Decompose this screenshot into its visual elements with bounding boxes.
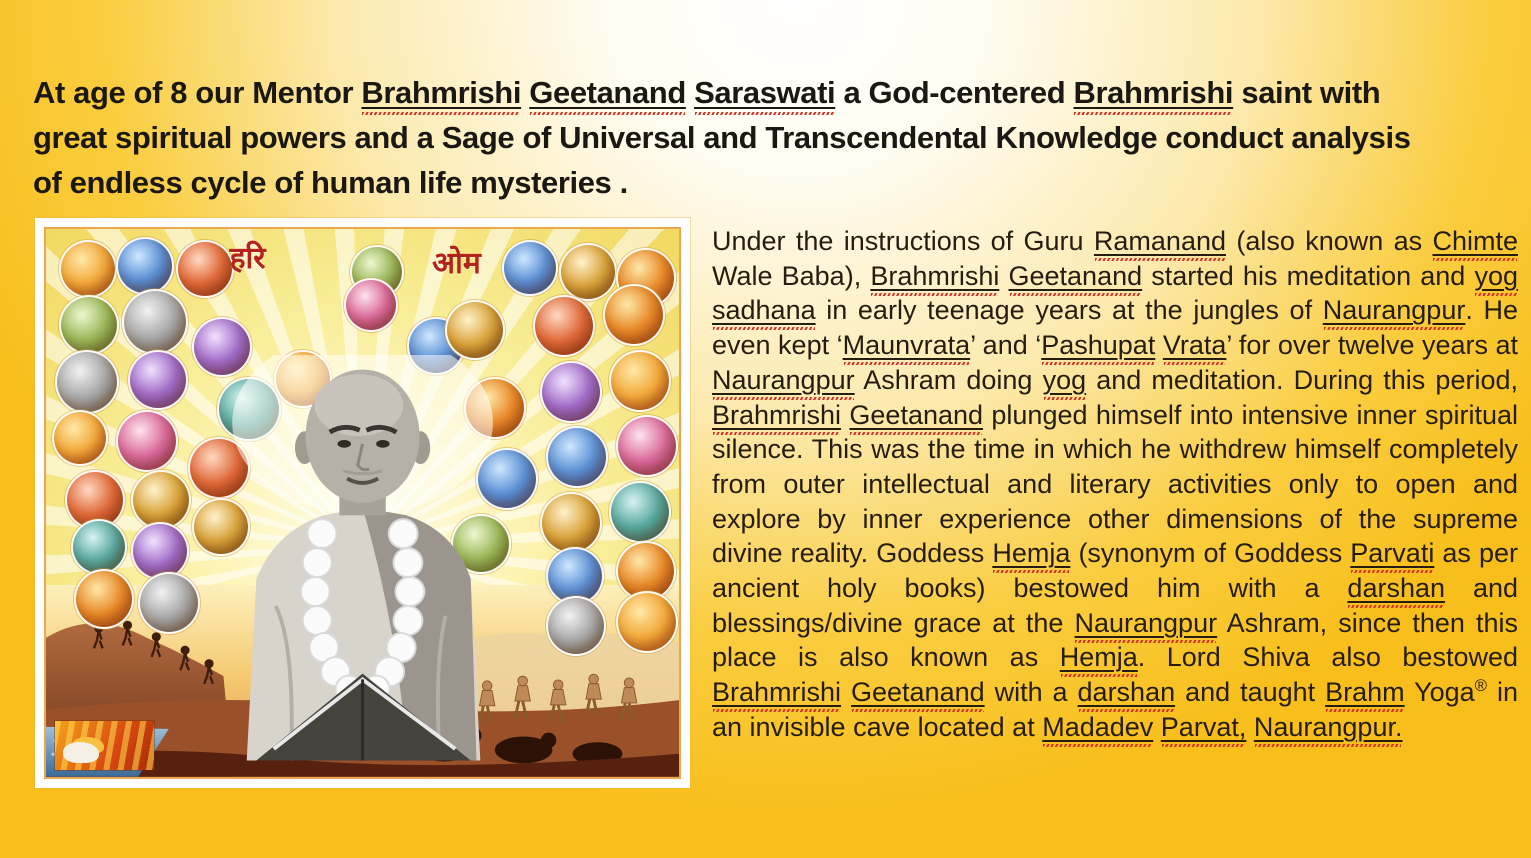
underlined-term: Naurangpur <box>1322 295 1466 326</box>
underlined-term: sadhana <box>712 295 816 326</box>
text-run: plunged himself into intensive inner spiritual silence. This was the time in which he withdrew himself completely from outer intellectual and literary activities only to open and explore by inner experience other dimensions of the supreme divine reality. Goddess <box>712 399 1518 569</box>
text-run: . He even kept ‘ <box>712 295 1518 361</box>
deity-medallion <box>609 481 671 543</box>
deity-medallion <box>609 350 671 412</box>
underlined-term: Brahmrishi <box>361 75 522 110</box>
deity-medallion <box>616 591 678 653</box>
underlined-term: Ramanand <box>1093 226 1226 256</box>
text-run <box>1155 330 1163 360</box>
text-run: ® <box>1474 676 1488 696</box>
text-run: ’ for over twelve years at <box>1226 330 1519 361</box>
text-run <box>1246 712 1254 742</box>
underlined-term: yog <box>1474 260 1518 291</box>
underlined-term: Hemja <box>1059 642 1138 673</box>
underlined-term: Hemja <box>992 538 1071 569</box>
deity-medallion <box>445 300 505 360</box>
text-run: ’ and ‘ <box>970 330 1042 361</box>
text-run: Under the instructions of Guru <box>712 226 1094 256</box>
hari-text: हरि <box>229 241 266 275</box>
deity-medallion <box>55 350 119 414</box>
underlined-term: Chimte <box>1432 226 1518 256</box>
underlined-term: Pashupat <box>1041 330 1156 361</box>
text-run <box>686 75 694 110</box>
text-run: . Lord Shiva also bestowed <box>1137 642 1518 673</box>
underlined-term: yog <box>1042 364 1087 395</box>
underlined-term: Brahmrishi <box>712 677 842 708</box>
underlined-term: Geetanand <box>1008 260 1143 291</box>
underlined-term: Geetanand <box>851 677 985 708</box>
text-run: started his meditation and <box>1142 260 1475 291</box>
text-run: and blessings/divine grace at the <box>712 573 1518 638</box>
deity-medallion <box>138 572 200 634</box>
text-run: Ashram, since then this place is also known as <box>712 607 1518 673</box>
underlined-term: Maunvrata <box>842 330 971 361</box>
miniature-inset <box>55 721 153 770</box>
deity-medallion <box>128 350 188 410</box>
om-text: ओम <box>432 247 481 281</box>
deity-medallion <box>52 410 108 466</box>
underlined-term: Saraswati <box>694 75 836 110</box>
slide-title <box>33 70 1519 205</box>
deity-medallion <box>122 289 188 355</box>
deity-medallion <box>502 240 558 296</box>
underlined-term: Parvat, <box>1160 711 1247 742</box>
deity-medallion <box>176 240 234 298</box>
underlined-term: Brahmrishi <box>712 399 842 430</box>
text-run: At age of 8 our Mentor <box>33 75 362 110</box>
deity-medallion <box>603 284 665 346</box>
biography-paragraph <box>712 224 1518 745</box>
underlined-term: darshan <box>1077 677 1176 708</box>
underlined-term: Naurangpur. <box>1253 711 1403 742</box>
text-run: and taught <box>1175 677 1326 708</box>
underlined-term: Parvati <box>1350 538 1435 569</box>
text-run: of endless cycle of human life mysteries . <box>33 165 628 200</box>
underlined-term: Madadev <box>1042 711 1154 742</box>
underlined-term: darshan <box>1347 573 1445 604</box>
deity-medallion <box>616 415 678 477</box>
underlined-term: Geetanand <box>529 75 686 110</box>
deity-medallion <box>546 596 606 656</box>
deity-medallion <box>540 361 602 423</box>
deity-medallion <box>533 295 595 357</box>
text-run: in early teenage years at the jungles of <box>815 295 1323 326</box>
deity-medallion <box>116 410 178 472</box>
deity-medallion <box>344 278 398 332</box>
deity-medallion <box>59 240 117 298</box>
guru-portrait <box>198 355 527 761</box>
text-run: as per ancient holy books) bestowed him with a <box>712 538 1519 604</box>
deity-medallion <box>131 522 189 580</box>
text-run <box>999 261 1008 291</box>
text-run: Ashram doing <box>854 364 1043 395</box>
text-run: and meditation. During this period, <box>1086 364 1518 395</box>
text-run: (synonym of Goddess <box>1070 538 1351 569</box>
underlined-term: Naurangpur <box>1074 607 1218 638</box>
text-run: Yoga <box>1404 677 1475 708</box>
deity-medallion <box>116 237 174 295</box>
deity-medallion <box>71 519 127 575</box>
underlined-term: Geetanand <box>849 399 984 430</box>
deity-medallion <box>540 492 602 554</box>
underlined-term: Brahmrishi <box>870 260 1000 291</box>
deity-medallion <box>559 243 617 301</box>
guru-collage-image <box>35 218 690 788</box>
text-run: (also known as <box>1226 226 1433 256</box>
text-run: in an invisible cave located at <box>712 677 1518 742</box>
text-run <box>841 677 851 707</box>
text-run: with a <box>984 677 1078 708</box>
deity-medallion <box>74 569 134 629</box>
collage-canvas <box>44 227 681 779</box>
deity-medallion <box>546 426 608 488</box>
deity-medallion <box>131 470 191 530</box>
text-run: saint with <box>1233 75 1381 110</box>
text-run: Wale Baba), <box>712 260 871 291</box>
text-run: great spiritual powers and a Sage of Universal and Transcendental Knowledge conduct analysis <box>33 120 1411 155</box>
underlined-term: Brahmrishi <box>1073 75 1234 110</box>
text-run <box>1153 712 1161 742</box>
text-run: a God-centered <box>835 75 1074 110</box>
deity-medallion <box>59 295 119 355</box>
underlined-term: Naurangpur <box>712 364 855 395</box>
underlined-term: Brahm <box>1325 677 1405 708</box>
underlined-term: Vrata <box>1162 330 1227 361</box>
